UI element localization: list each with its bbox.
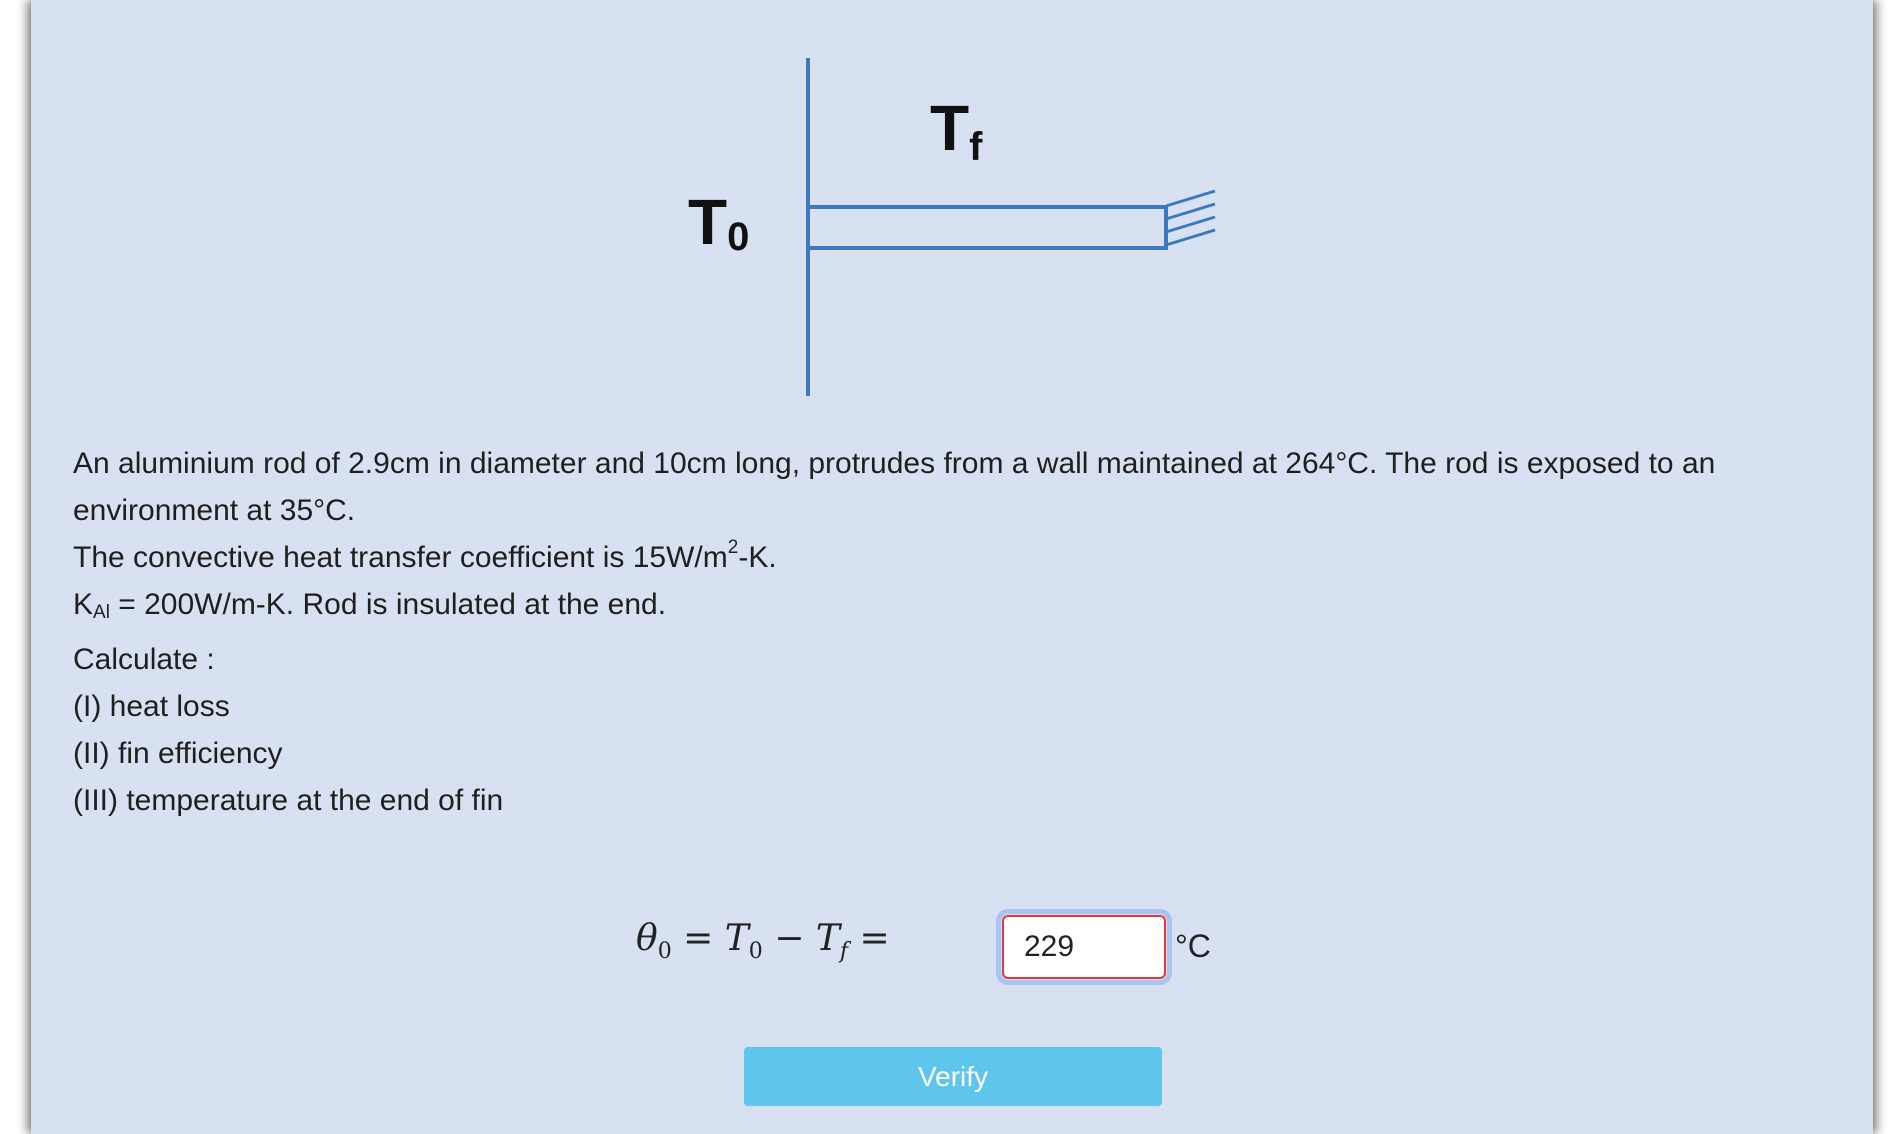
eq-theta: θ bbox=[636, 918, 658, 959]
verify-button[interactable]: Verify bbox=[744, 1047, 1162, 1106]
eq-minus: − bbox=[762, 918, 816, 959]
problem-line-3 bbox=[73, 581, 1853, 636]
problem-line-5: (I) heat loss bbox=[73, 690, 230, 723]
label-t0-sub: 0 bbox=[727, 215, 750, 259]
problem-line-4: Calculate : bbox=[73, 643, 215, 676]
label-tf bbox=[930, 92, 983, 169]
insulation-hatch-1 bbox=[1166, 191, 1215, 206]
problem-line-7: (III) temperature at the end of fin bbox=[73, 784, 504, 817]
label-tf-base: T bbox=[930, 92, 970, 164]
problem-line-3-pre: K bbox=[73, 588, 94, 621]
eq-t-a-sub: 0 bbox=[748, 939, 763, 964]
eq-theta-sub: 0 bbox=[657, 939, 672, 964]
theta-answer-input[interactable] bbox=[1002, 915, 1166, 979]
insulation-hatch-3 bbox=[1166, 217, 1215, 232]
unit-label: °C bbox=[1175, 928, 1211, 964]
theta-equation bbox=[636, 918, 890, 964]
eq-t-a: T bbox=[724, 918, 749, 959]
answer-row bbox=[0, 908, 1902, 988]
label-t0-base: T bbox=[688, 186, 728, 258]
eq-equals-1: = bbox=[671, 918, 725, 959]
problem-line-2-pre: The convective heat transfer coefficient is 15W/m bbox=[73, 541, 728, 574]
eq-t-b: T bbox=[815, 918, 840, 959]
eq-equals-2: = bbox=[848, 918, 890, 959]
problem-line-3-sub: Al bbox=[93, 602, 110, 623]
problem-line-3-post: = 200W/m-K. Rod is insulated at the end. bbox=[109, 588, 667, 621]
fin-diagram bbox=[0, 0, 1902, 420]
problem-line-6: (II) fin efficiency bbox=[73, 737, 283, 770]
problem-line-1: An aluminium rod of 2.9cm in diameter and 10cm long, protrudes from a wall maintained at 264°C. The rod is exposed to an environment at 35°C. bbox=[73, 447, 1716, 527]
problem-statement bbox=[73, 440, 1853, 824]
label-t0 bbox=[688, 186, 749, 259]
insulation-hatch-4 bbox=[1166, 230, 1215, 245]
eq-t-b-sub: f bbox=[839, 939, 848, 964]
problem-line-2-post: -K. bbox=[738, 541, 777, 574]
label-tf-sub: f bbox=[969, 125, 983, 169]
problem-line-2 bbox=[73, 534, 1853, 581]
problem-line-2-sup: 2 bbox=[727, 537, 739, 558]
insulation-hatch-2 bbox=[1166, 204, 1215, 219]
